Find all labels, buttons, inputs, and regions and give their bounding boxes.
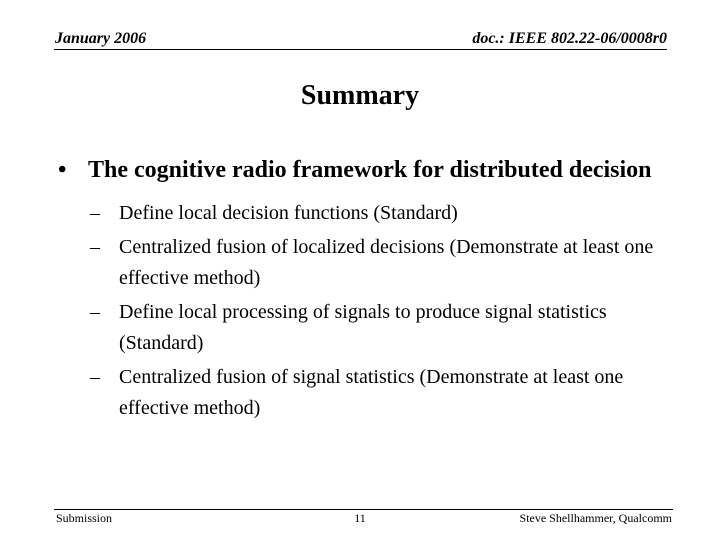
dash-icon: – xyxy=(90,301,100,323)
footer-submission: Submission xyxy=(56,511,113,525)
bullet-item xyxy=(54,154,674,186)
bullet-icon: • xyxy=(58,157,67,183)
sub-bullet-list xyxy=(54,198,674,424)
sub-bullet-text: Define local decision functions (Standard) xyxy=(119,202,458,224)
sub-bullet-text: Centralized fusion of localized decisions (Demonstrate at least one effective method) xyxy=(119,236,654,289)
sub-bullet-item xyxy=(90,297,674,359)
dash-icon: – xyxy=(90,236,100,258)
sub-bullet-text: Define local processing of signals to produce signal statistics (Standard) xyxy=(119,301,607,354)
footer-page-number: 11 xyxy=(354,511,366,525)
dash-icon: – xyxy=(90,202,100,224)
footer-rule xyxy=(54,509,673,510)
sub-bullet-item xyxy=(90,232,674,294)
footer-author: Steve Shellhammer, Qualcomm xyxy=(519,511,672,525)
sub-bullet-item xyxy=(90,198,674,229)
sub-bullet-item xyxy=(90,362,674,424)
sub-bullet-text: Centralized fusion of signal statistics (Demonstrate at least one effective method) xyxy=(119,366,624,419)
slide-title: Summary xyxy=(300,80,420,111)
header-doc-id: doc.: IEEE 802.22-06/0008r0 xyxy=(472,30,667,47)
bullet-text: The cognitive radio framework for distributed decision xyxy=(88,157,652,183)
header-rule xyxy=(54,49,667,50)
header-date: January 2006 xyxy=(55,30,147,47)
dash-icon: – xyxy=(90,366,100,388)
slide-content xyxy=(54,154,674,427)
